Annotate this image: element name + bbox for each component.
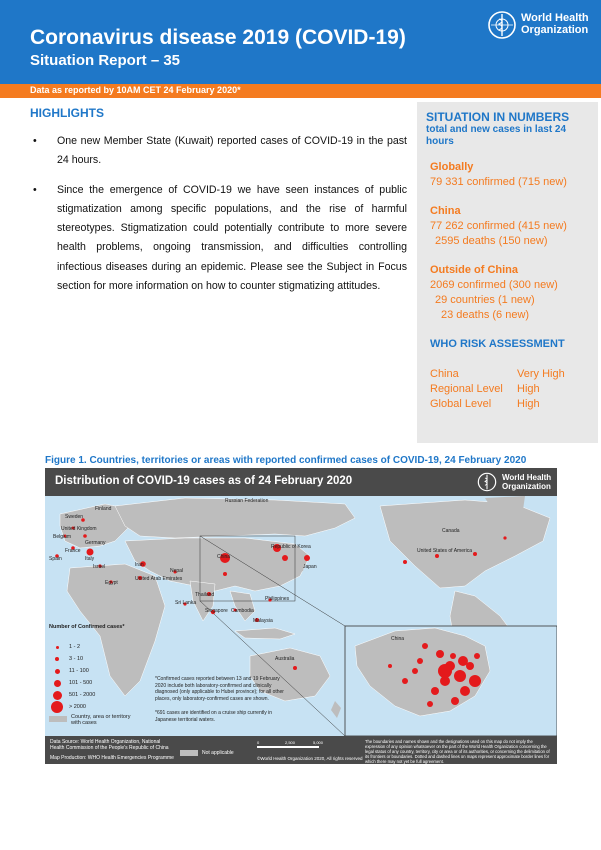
case-dot xyxy=(460,686,470,696)
case-dot xyxy=(454,670,466,682)
case-dot xyxy=(412,668,418,674)
scale-2: 5,000 xyxy=(313,740,324,745)
risk-value: Very High xyxy=(517,368,565,380)
cases-map xyxy=(45,468,557,764)
case-dot xyxy=(417,658,423,664)
country-label: Italy xyxy=(85,556,95,562)
country-label: Thailand xyxy=(195,592,215,598)
map-logo-line1: World Health xyxy=(502,473,552,482)
bullet-icon: • xyxy=(33,135,37,147)
country-label: United Arab Emirates xyxy=(135,576,183,582)
who-emblem-icon xyxy=(477,472,497,492)
case-dot xyxy=(402,678,408,684)
china-deaths: 2595 deaths (150 new) xyxy=(435,235,548,247)
country-label: Republic of Korea xyxy=(271,544,311,550)
country-label: United Kingdom xyxy=(61,526,97,532)
country-label: Iran xyxy=(135,562,144,568)
who-logo-line1: World Health xyxy=(521,12,589,24)
situation-subtitle: total and new cases in last 24 hours xyxy=(426,124,567,147)
map-title: Distribution of COVID-19 cases as of 24 February 2020 xyxy=(55,475,353,487)
report-title: Coronavirus disease 2019 (COVID-19) xyxy=(30,26,406,49)
risk-value: High xyxy=(517,383,540,395)
map-production: Map Production: WHO Health Emergencies Programme xyxy=(50,755,174,761)
legend-label: > 2000 xyxy=(69,704,86,710)
outside-confirmed: 2069 confirmed (300 new) xyxy=(430,279,558,291)
world-map-shapes xyxy=(45,496,557,736)
case-dot xyxy=(223,572,227,576)
legend-label: 1 - 2 xyxy=(69,644,81,650)
who-emblem-icon xyxy=(487,10,517,40)
highlight-text: One new Member State (Kuwait) reported cases of COVID-19 in the past 24 hours. xyxy=(57,135,407,167)
highlight-text: Since the emergence of COVID-19 we have seen instances of public stigmatization among specific populations, and the rise of harmful stereotypes. Stigmatization could potentially contribute to more severe health problems, ongoing transmission, and difficulties controlling infectious diseases during an epidemic. Please see the Subject in Focus section for more information on how to counter stigmatizing attitudes. xyxy=(57,183,407,293)
country-label: Malaysia xyxy=(253,618,273,624)
situation-title: SITUATION IN NUMBERS xyxy=(426,110,570,124)
highlights-heading: HIGHLIGHTS xyxy=(30,106,104,120)
highlight-item xyxy=(33,132,407,171)
country-label: Belgium xyxy=(53,534,72,540)
country-label: United States of America xyxy=(417,548,473,554)
map-data-source: Data Source: World Health Organization, National Health Commission of the People's Republic of China xyxy=(50,739,169,751)
risk-label: China xyxy=(430,368,459,380)
map-area xyxy=(45,496,557,736)
risk-value: High xyxy=(517,398,540,410)
case-dot xyxy=(87,549,94,556)
legend-label: 3 - 10 xyxy=(69,656,84,662)
scale-bar xyxy=(257,746,319,748)
legend-label: 11 - 100 xyxy=(69,668,89,674)
risk-label: Regional Level xyxy=(430,383,503,395)
map-who-logo-text xyxy=(502,473,551,491)
legend-dot xyxy=(55,657,59,661)
legend-label: 501 - 2000 xyxy=(69,692,96,698)
country-label: China xyxy=(391,636,405,642)
indonesia-shape xyxy=(235,628,295,639)
situation-panel xyxy=(417,102,598,443)
russia-shape xyxy=(115,498,355,538)
who-logo-line2: Organization xyxy=(521,24,589,36)
risk-heading: WHO RISK ASSESSMENT xyxy=(430,338,565,350)
case-dot xyxy=(83,534,87,538)
country-label: Spain xyxy=(49,556,62,562)
scale-1: 2,500 xyxy=(285,740,296,745)
country-label: Canada xyxy=(442,528,460,534)
new-zealand-shape xyxy=(331,701,341,718)
date-banner xyxy=(0,84,601,98)
legend-label: 101 - 500 xyxy=(69,680,93,686)
legend-area-label: Country, area or territory with cases xyxy=(71,714,131,726)
legend-dot xyxy=(54,680,61,687)
who-logo-text xyxy=(521,12,589,36)
report-subtitle: Situation Report – 35 xyxy=(30,52,181,69)
case-dot xyxy=(450,653,456,659)
map-copyright: ©World Health Organization 2020, All rights reserved xyxy=(257,756,363,761)
map-titlebar xyxy=(45,468,557,496)
globally-heading: Globally xyxy=(430,161,474,173)
legend-dot xyxy=(51,701,63,713)
map-note-1: *Confirmed cases reported between 13 and 19 February 2020 include both laboratory-confirmed and clinically diagnosed (only applicable to Hubei province); for all other places, only laboratory-confirmed cases are shown. xyxy=(155,676,284,702)
case-dot xyxy=(451,697,459,705)
case-dot xyxy=(436,650,444,658)
globally-confirmed: 79 331 confirmed (715 new) xyxy=(430,176,567,188)
not-applicable-label: Not applicable xyxy=(202,750,234,756)
case-dot xyxy=(422,643,428,649)
country-label: Australia xyxy=(275,656,295,662)
not-applicable-swatch xyxy=(180,750,198,756)
country-label: France xyxy=(65,548,81,554)
map-disclaimer: The boundaries and names shown and the designations used on this map do not imply the expression of any opinion whatsoever on the part of the World Health Organization concerning the legal status of any country, territory, city or area or of its authorities, or concerning the delimitation of its frontiers or boundaries. Dotted and dashed lines on maps represent approximate border lines for which there may not yet be full agreement. xyxy=(365,739,550,764)
case-dot xyxy=(431,687,439,695)
date-banner-text: Data as reported by 10AM CET 24 February 2020* xyxy=(30,85,241,95)
north-america-shape xyxy=(380,500,550,588)
highlights-list xyxy=(33,132,407,296)
case-dot xyxy=(388,664,392,668)
case-dot xyxy=(304,555,310,561)
map-note-2: *691 cases are identified on a cruise ship currently in Japanese territorial waters. xyxy=(155,710,273,723)
who-logo xyxy=(487,10,597,40)
country-label: Philippines xyxy=(265,596,290,602)
case-dot xyxy=(282,555,288,561)
case-dot xyxy=(293,666,297,670)
country-label: Israel xyxy=(93,564,106,570)
country-label: Nepal xyxy=(170,568,184,574)
case-dot xyxy=(474,653,480,659)
map-footer xyxy=(45,736,557,764)
outside-countries: 29 countries (1 new) xyxy=(435,294,535,306)
case-dot xyxy=(473,552,477,556)
case-dot xyxy=(427,701,433,707)
outside-heading: Outside of China xyxy=(430,264,518,276)
case-dot xyxy=(435,554,439,558)
highlight-item xyxy=(33,181,407,297)
country-label: Singapore xyxy=(205,608,228,614)
country-label: China xyxy=(217,554,231,560)
bullet-icon: • xyxy=(33,183,37,196)
country-label: Egypt xyxy=(105,580,118,586)
legend-dot xyxy=(55,669,60,674)
case-dot xyxy=(469,675,481,687)
country-label: Finland xyxy=(95,506,112,512)
legend-area-swatch xyxy=(49,716,67,722)
map-logo-line2: Organization xyxy=(502,482,551,491)
report-header xyxy=(0,0,601,84)
figure-caption: Figure 1. Countries, territories or areas with reported confirmed cases of COVID-19, 24 February 2020 xyxy=(45,455,527,466)
outside-deaths: 23 deaths (6 new) xyxy=(441,309,530,321)
case-dot xyxy=(438,664,452,678)
se-asia-shape xyxy=(230,591,255,621)
country-label: Germany xyxy=(85,540,106,546)
legend-dot xyxy=(56,646,59,649)
case-dot xyxy=(503,536,506,539)
country-label: Sri Lanka xyxy=(175,600,197,606)
country-label: Japan xyxy=(303,564,317,570)
country-label: Cambodia xyxy=(231,608,254,614)
legend-dot xyxy=(53,691,62,700)
risk-label: Global Level xyxy=(430,398,492,410)
china-heading: China xyxy=(430,205,461,217)
case-dot xyxy=(458,656,468,666)
case-dot xyxy=(403,560,407,564)
legend-title: Number of Confirmed cases* xyxy=(49,624,125,630)
scale-0: 0 xyxy=(257,740,260,745)
china-confirmed: 77 262 confirmed (415 new) xyxy=(430,220,567,232)
country-label: Sweden xyxy=(65,514,84,520)
country-label: Russian Federation xyxy=(225,498,269,504)
